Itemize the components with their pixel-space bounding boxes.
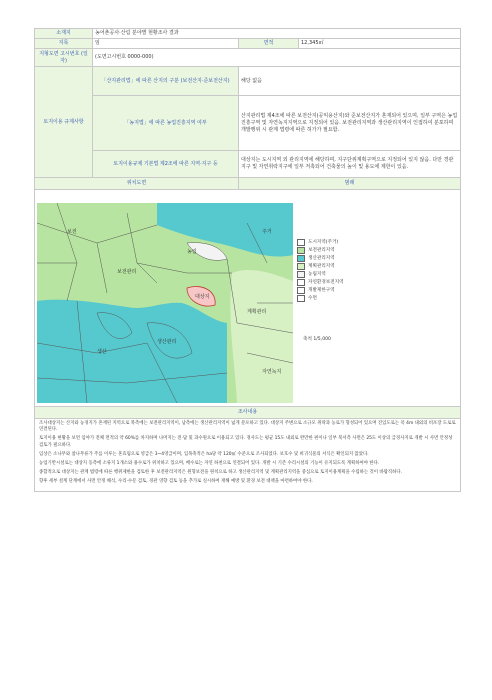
map-label: 농림 [187, 249, 197, 255]
description-paragraph: 토지이용 현황을 보면 임야가 전체 면적의 약 60%를 차지하며 나머지는 전·답 및 과수원으로 이용되고 있다. 경사도는 평균 15도 내외로 완만한 편이나 일부 북서측 사면은 25도 이상의 급경사지로 개발 시 사면 안정성 검토가 필요하다. [39, 436, 453, 448]
map-scale: 축척 1/5,000 [303, 337, 331, 342]
legend-header: 범례 [239, 178, 461, 190]
map-label: 주거 [262, 229, 272, 235]
map-label: 계획관리 [247, 309, 267, 315]
legend-item [297, 238, 457, 246]
description-paragraph: 조사대상지는 산지와 농경지가 혼재된 지역으로 북측에는 보전관리지역이, 남측에는 생산관리지역이 넓게 분포하고 있다. 대상지 주변으로 소규모 취락과 농로가 형성되어 있으며 진입도로는 폭 4m 내외의 비포장 도로로 연결된다. [39, 421, 456, 433]
land-category-value: 임 [93, 39, 239, 49]
description-paragraph: 임상은 소나무와 참나무류가 주를 이루는 혼효림으로 영급은 3~4영급이며, 입목축적은 ha당 약 120㎥ 수준으로 조사되었다. 보호수 및 희귀식물의 서식은 확인되지 않았다. [39, 451, 369, 457]
legend [297, 238, 457, 302]
regulation-item-a: 「산지관리법」에 따른 산지의 구분 (보전산지·준보전산지) [93, 67, 239, 96]
legend-item [297, 294, 457, 302]
title-value: 농어촌공사·산림 분야별 현황조사 결과 [93, 29, 461, 39]
legend-item [297, 278, 457, 286]
title-label: 소재지 [35, 29, 93, 39]
map-label: 대상지 [195, 294, 210, 300]
regulation-value-b: 산지관리법 제4조에 따른 보전산지(공익용산지)와 준보전산지가 혼재되어 있으며, 일부 구역은 농업진흥구역 및 자연녹지지역으로 지정되어 있음. 보전관리지역과 생산관리지역이 인접하여 분포하며 개발행위 시 관계 법령에 따른 허가가 필요함. [239, 96, 461, 151]
legend-label: 수면 [308, 295, 317, 301]
description-paragraph: 종합적으로 대상지는 관계 법령에 따른 행위제한을 검토한 후 보전관리지역은 원형보전을 원칙으로 하고 생산관리지역 및 계획관리지역을 중심으로 토지이용계획을 수립하는 것이 바람직하다. [39, 470, 402, 476]
regulation-value-c: 대상지는 도시지역 외 관리지역에 해당하며, 지구단위계획구역으로 지정되어 있지 않음. 다만 경관지구 및 자연취락지구에 일부 저촉되어 건축물의 높이 및 용도에 제한이 있음. [239, 151, 461, 178]
map-label: 자연녹지 [262, 369, 282, 375]
legend-swatch [297, 271, 305, 278]
description-body [35, 419, 461, 492]
description-paragraph: 농업기반시설로는 대상지 동측에 소류지 1개소와 용수로가 위치하고 있으며, 배수로는 자연 하천으로 연결되어 있다. 개발 시 기존 수리시설의 기능이 유지되도록 계획하여야 한다. [39, 461, 380, 467]
legend-swatch [297, 295, 305, 302]
regulation-item-c: 토지이용규제 기본법 제2조에 따른 지역·지구 등 [93, 151, 239, 178]
legend-label: 자연환경보전지역 [308, 279, 344, 285]
land-category-label: 지목 [35, 39, 93, 49]
legend-item [297, 262, 457, 270]
legend-swatch [297, 279, 305, 286]
notice-label: 지형도면 고시번호 (일자) [35, 49, 93, 67]
description-paragraph: 향후 세부 설계 단계에서 사면 안정 해석, 수리·수문 검토, 경관 영향 검토 등을 추가로 실시하여 재해 예방 및 환경 보전 대책을 마련하여야 한다. [39, 479, 313, 485]
regulation-value-a: 해당 없음 [239, 67, 461, 96]
legend-label: 계획관리지역 [308, 263, 335, 269]
map-label: 보전관리 [117, 269, 137, 275]
map-cell [35, 190, 461, 407]
info-table [34, 28, 461, 492]
area-value: 12,345㎡ [299, 39, 461, 49]
area-label: 면적 [239, 39, 299, 49]
legend-item [297, 270, 457, 278]
legend-item [297, 246, 457, 254]
legend-label: 농림지역 [308, 271, 326, 277]
description-header: 조사내용 [35, 407, 461, 419]
legend-swatch [297, 255, 305, 262]
legend-swatch [297, 287, 305, 294]
regulation-label: 토지이용 규제사항 [35, 67, 93, 178]
legend-swatch [297, 247, 305, 254]
legend-label: 보전관리지역 [308, 247, 335, 253]
legend-label: 생산관리지역 [308, 255, 335, 261]
map-label: 보전 [67, 229, 77, 235]
legend-label: 개발제한구역 [308, 287, 335, 293]
notice-value: (도면고시번호 0000-000) [93, 49, 461, 67]
location-map [37, 203, 293, 403]
map-label: 생산관리 [157, 339, 177, 345]
legend-swatch [297, 263, 305, 270]
legend-label: 도시지역(주거) [308, 239, 339, 245]
legend-swatch [297, 239, 305, 246]
legend-item [297, 286, 457, 294]
map-label: 생산 [97, 349, 107, 355]
map-header: 위치도면 [35, 178, 239, 190]
regulation-item-b: 「농지법」에 따른 농업진흥지역 여부 [93, 96, 239, 151]
legend-item [297, 254, 457, 262]
